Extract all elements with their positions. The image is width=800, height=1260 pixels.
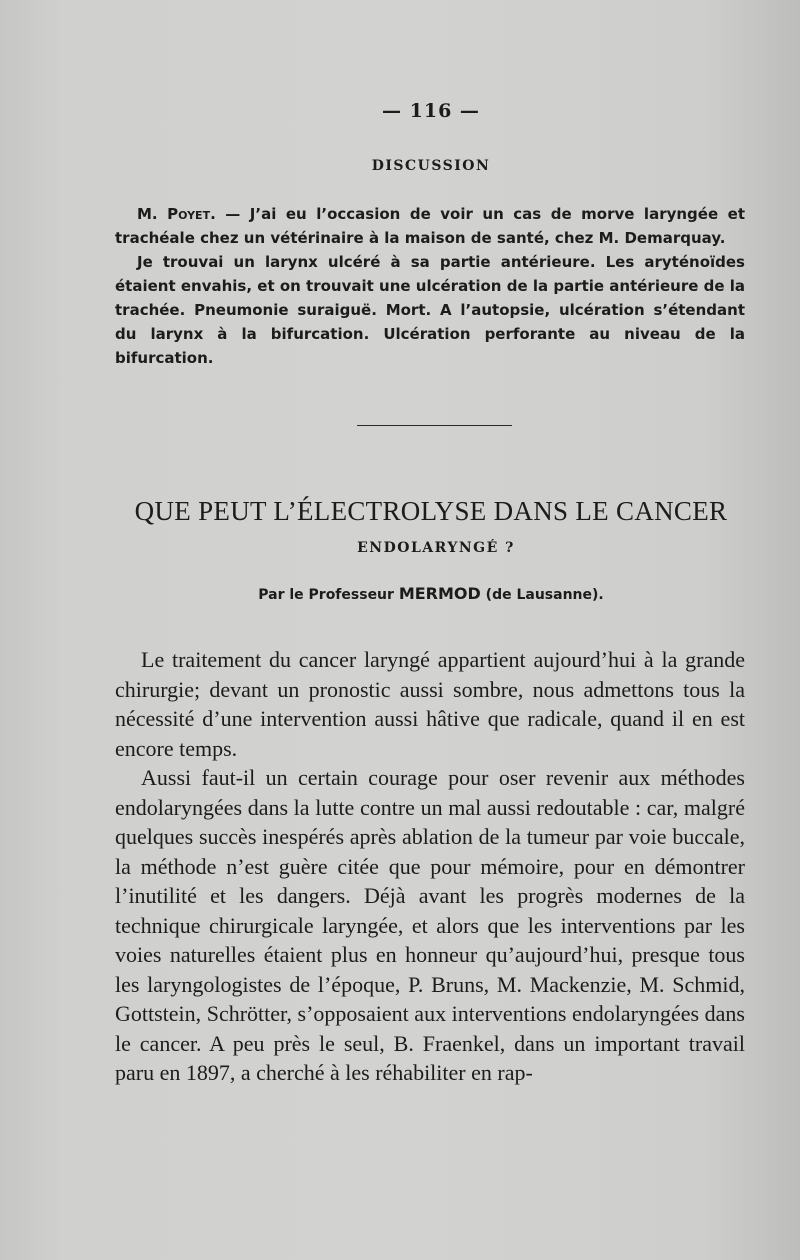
article-subtitle: ENDOLARYNGÉ ? xyxy=(357,540,515,556)
byline-prefix: Par le Professeur xyxy=(258,587,399,603)
byline-suffix: (de Lausanne). xyxy=(480,587,604,603)
discussion-paragraph-text: — J’ai eu l’occasion de voir un cas de morve laryngée et trachéale chez un vétérinaire à la maison de santé, chez M. Demarquay. xyxy=(115,205,745,247)
discussion-paragraph: Je trouvai un larynx ulcéré à sa partie antérieure. Les aryténoïdes étaient envahis, et on trouvait une ulcération de la partie antérieure de la trachée. Pneumonie suraiguë. Mort. A l’autopsie, ulcération s’étendant du larynx à la bifurcation. Ulcération perforante au niveau de la bifurcation. xyxy=(115,253,746,367)
section-heading: DISCUSSION xyxy=(371,158,491,174)
speaker-name: M. Poyet. xyxy=(137,205,216,223)
body-paragraph: Aussi faut-il un certain courage pour oser revenir aux méthodes endolaryngées dans la lutte contre un mal aussi redoutable : car, malgré quelques succès inespérés après ablation de la tumeur par voie buccale, la méthode n’est guère citée que pour mémoire, pour en démontrer l’inutilité et les dangers. Déjà avant les progrès modernes de la technique chirurgicale laryngée, et alors que les interventions par les voies naturelles étaient plus en honneur qu’aujourd’hui, presque tous les laryngologistes de l’époque, P. Bruns, M. Mackenzie, M. Schmid, Gottstein, Schrötter, s’opposaient aux interventions endolaryngées dans le cancer. A peu près le seul, B. Fraenkel, dans un important travail paru en 1897, a cherché à les réhabiliter en rap- xyxy=(115,765,745,1085)
article-title: QUE PEUT L’ÉLECTROLYSE DANS LE CANCER xyxy=(134,496,728,526)
discussion-block xyxy=(115,202,745,370)
page-number: — 116 — xyxy=(382,100,480,122)
discussion-paragraph xyxy=(115,202,745,250)
body-paragraph: Le traitement du cancer laryngé appartient aujourd’hui à la grande chirurgie; devant un pronostic aussi sombre, nous admettons tous la nécessité d’une intervention aussi hâtive que radicale, quand il en est encore temps. xyxy=(115,647,745,761)
section-divider xyxy=(357,425,512,426)
byline-author: MERMOD xyxy=(398,584,481,603)
article-body xyxy=(115,645,745,1088)
byline xyxy=(0,584,800,603)
